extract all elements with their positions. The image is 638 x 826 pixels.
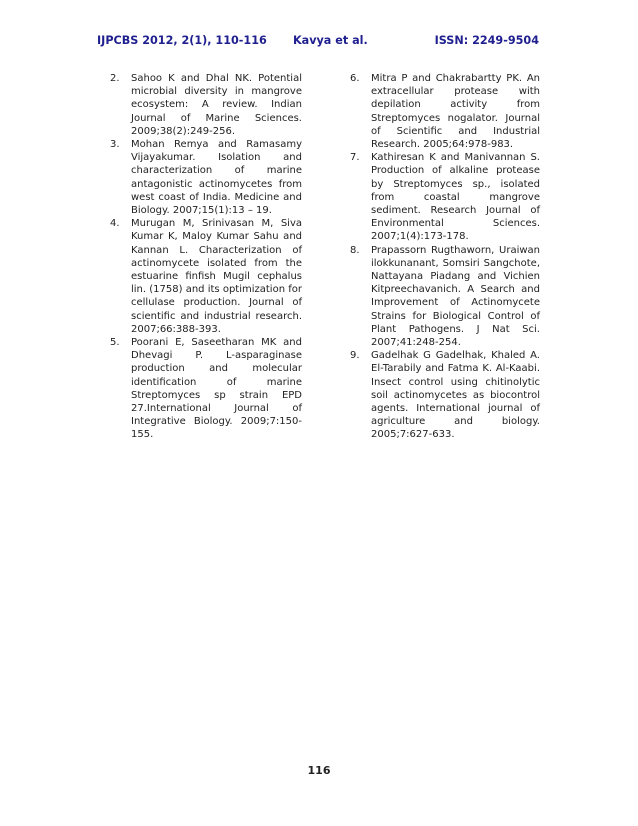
reference-number: 2. (110, 73, 120, 84)
reference-text: Mohan Remya and Ramasamy Vijayakumar. Isolation and characterization of marine antagonistic actinomycetes from west coast of India. Medicine and Biology. 2007;15(1):13 – 19. (131, 139, 302, 217)
reference-item (110, 138, 302, 217)
reference-number: 4. (110, 218, 120, 230)
reference-item (110, 217, 302, 336)
reference-text: Poorani E, Saseetharan MK and Dhevagi P. L-asparaginase production and molecular identification of marine Streptomyces sp strain EPD 27.International Journal of Integrative Biology. 2009;7:150-155. (131, 337, 302, 441)
author-label: Kavya et al. (293, 34, 368, 47)
reference-item (110, 336, 302, 442)
reference-item (350, 72, 540, 151)
references-right-column (350, 72, 540, 442)
reference-item (350, 244, 540, 350)
reference-text: Mitra P and Chakrabartty PK. An extracellular protease with depilation activity from Streptomyces nogalator. Journal of Scientific and Industrial Research. 2005;64:978-983. (371, 73, 540, 151)
reference-text: Sahoo K and Dhal NK. Potential microbial diversity in mangrove ecosystem: A review. Indian Journal of Marine Sciences. 2009;38(2):249-256. (131, 73, 302, 137)
reference-number: 7. (350, 152, 360, 164)
reference-item (350, 349, 540, 441)
reference-number: 3. (110, 139, 120, 151)
page-number: 116 (307, 764, 331, 777)
reference-number: 6. (350, 73, 360, 84)
reference-text: Murugan M, Srinivasan M, Siva Kumar K, Maloy Kumar Sahu and Kannan L. Characterization of actinomycete isolated from the estuarine finfish Mugil cephalus lin. (1758) and its optimization for cellulase production. Journal of scientific and industrial research. 2007;66:388-393. (131, 218, 302, 335)
reference-text: Prapassorn Rugthaworn, Uraiwan ilokkunanant, Somsiri Sangchote, Nattayana Piadang and Vichien Kitpreechavanich. A Search and Improvement of Actinomycete Strains for Biological Control of Plant Pathogens. J Nat Sci. 2007;41:248-254. (371, 244, 540, 349)
journal-citation: IJPCBS 2012, 2(1), 110-116 (97, 34, 267, 47)
reference-number: 8. (350, 244, 360, 256)
reference-text: Kathiresan K and Manivannan S. Production of alkaline protease by Streptomyces sp., isolated from coastal mangrove sediment. Research Journal of Environmental Sciences. 2007;1(4):173-178. (371, 152, 540, 243)
reference-text: Gadelhak G Gadelhak, Khaled A. El-Tarabily and Fatma K. Al-Kaabi. Insect control using chitinolytic soil actinomycetes as biocontrol agents. International journal of agriculture and biology. 2005;7:627-633. (371, 350, 540, 441)
reference-number: 9. (350, 350, 360, 362)
reference-number: 5. (110, 337, 120, 349)
reference-item (350, 151, 540, 243)
reference-item (110, 72, 302, 138)
issn-label: ISSN: 2249-9504 (434, 34, 539, 47)
references-left-column (110, 72, 302, 442)
running-header (97, 34, 539, 50)
